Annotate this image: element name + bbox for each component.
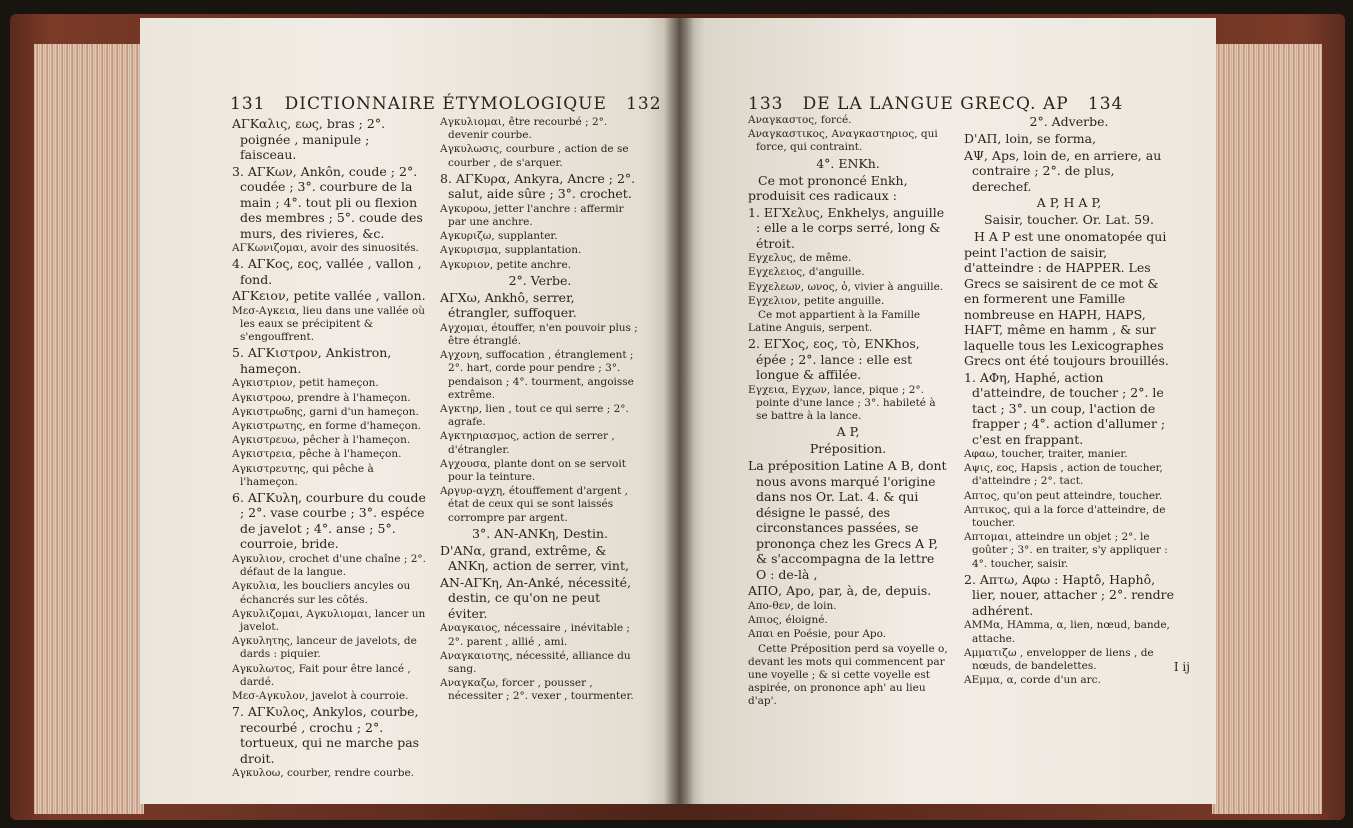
entry-paragraph: Αγχουσα, plante dont on se servoit pour la teinture.	[440, 457, 626, 484]
entry-paragraph: Αγκιστρωδης, garni d'un hameçon.	[232, 405, 419, 418]
entry-paragraph: Préposition.	[809, 441, 887, 457]
entry-paragraph: 2°. Verbe.	[508, 272, 572, 288]
entry-paragraph: ΑΓΚαλις, εως, bras ; 2°. poignée , manipule ; faisceau.	[232, 116, 386, 162]
entry-paragraph: ΑΨ, Aps, loin de, en arriere, au contraire ; 2°. de plus, derechef.	[964, 147, 1162, 194]
entry-paragraph: Αγκυλοω, courber, rendre courbe.	[232, 767, 415, 780]
entry-paragraph: 3. ΑΓΚων, Ankôn, coude ; 2°. coudée ; 3°. courbure de la main ; 4°. tout pli ou flexion des membres ; 5°. coude des murs, des rivieres, &c.	[232, 163, 423, 241]
book-gutter	[664, 18, 694, 804]
entry-paragraph: Αργυρ-αγχη, étouffement d'argent , état de ceux qui se sont laissés corrompre par argent.	[440, 485, 628, 524]
entry-paragraph: Αγκυρισμα, supplantation.	[440, 244, 582, 257]
entry-paragraph: Saisir, toucher. Or. Lat. 59.	[984, 212, 1154, 227]
entry-paragraph: 4°. ΕΝΚh.	[816, 155, 880, 171]
entry-paragraph: D'ΑΝα, grand, extrême, & ΑΝΚη, action de serrer, vint,	[440, 542, 629, 574]
entry-paragraph: 1. ΕΓΧελυς, Enkhelys, anguille : elle a le corps serré, long & étroit.	[748, 204, 945, 251]
entry-paragraph: Αψις, εος, Hapsis , action de toucher, d'atteindre ; 2°. tact.	[964, 462, 1163, 488]
right-page-number-2: 134	[1087, 94, 1124, 114]
left-page-edges	[34, 44, 144, 814]
entry-paragraph: ΑΓΧω, Ankhô, serrer, étrangler, suffoquer.	[440, 289, 577, 321]
entry-paragraph: Αγκυριζω, supplanter.	[440, 230, 558, 243]
right-page	[678, 18, 1216, 804]
entry-paragraph: Απτος, qu'on peut atteindre, toucher.	[964, 489, 1163, 502]
entry-paragraph: Απο-θεν, de loin.	[748, 599, 837, 612]
entry-paragraph: Απτομαι, atteindre un objet ; 2°. le goûter ; 3°. en traiter, s'y appliquer : 4°. toucher, saisir.	[964, 531, 1168, 570]
entry-paragraph: Αγκυλιον, crochet d'une chaîne ; 2°. défaut de la langue.	[232, 552, 426, 579]
entry-paragraph: Αγκιστριον, petit hameçon.	[232, 377, 379, 390]
entry-paragraph: A P,	[836, 424, 860, 440]
entry-paragraph: Αγκτηριασμος, action de serrer , d'étrangler.	[440, 430, 615, 456]
entry-paragraph: Αγκυλητης, lanceur de javelots, de dards : piquier.	[232, 635, 417, 661]
left-column-1	[232, 116, 428, 781]
right-column-2	[964, 114, 1174, 688]
entry-paragraph: Αγκυλιζομαι, Αγκυλιομαι, lancer un javelot.	[232, 607, 426, 633]
entry-paragraph: 7. ΑΓΚυλος, Ankylos, courbe, recourbé , crochu ; 2°. tortueux, qui ne marche pas droit.	[232, 704, 420, 766]
entry-paragraph: Ce mot appartient à la Famille Latine Anguis, serpent.	[748, 308, 921, 335]
entry-paragraph: D'ΑΠ, loin, se forma,	[964, 131, 1097, 146]
entry-paragraph: Αναγκαστος, forcé.	[748, 114, 852, 126]
entry-paragraph: Αγκυλωτος, Fait pour être lancé , dardé.	[232, 662, 411, 688]
entry-paragraph: Αγχονη, suffocation , étranglement ; 2°. hart, corde pour pendre ; 3°. pendaison ; 4°. tourment, angoisse extrême.	[440, 349, 634, 401]
entry-paragraph: Αγκιστρευω, pêcher à l'hameçon.	[232, 434, 411, 447]
entry-paragraph: ΑΓΚωνιζομαι, avoir des sinuosités.	[232, 242, 419, 254]
entry-paragraph: Αγκιστρευτης, qui pêche à l'hameçon.	[232, 462, 374, 488]
left-page-number-2: 132	[626, 94, 662, 114]
entry-paragraph: Μεσ-Αγκυλον, javelot à courroie.	[232, 689, 409, 702]
entry-paragraph: A P, H A P,	[1036, 195, 1102, 210]
entry-paragraph: Αγκιστροω, prendre à l'hameçon.	[232, 391, 411, 404]
entry-paragraph: Cette Préposition perd sa voyelle o, devant les mots qui commencent par une voyelle ; & si cette voyelle est aspirée, on prononce aph' au lieu d'ap'.	[748, 642, 948, 708]
entry-paragraph: Εγχελεων, ωνος, ὁ, vivier à anguille.	[748, 280, 944, 293]
entry-paragraph: Αγκτηρ, lien , tout ce qui serre ; 2°. agrafe.	[440, 403, 629, 429]
entry-paragraph: Εγχελιον, petite anguille.	[748, 294, 885, 307]
entry-paragraph: Αναγκαστικος, Αναγκαστηριος, qui force, qui contraint.	[748, 128, 938, 154]
entry-paragraph: Εγχεια, Εγχων, lance, pique ; 2°. pointe d'une lance ; 3°. habileté à se battre à la lance.	[748, 383, 936, 423]
entry-paragraph: La préposition Latine A B, dont nous avons marqué l'origine dans nos Or. Lat. 4. & qui désigne le passé, des circonstances passées, se prononça chez les Grecs A P, & s'accompagna de la lettre O : de-là ,	[748, 458, 947, 582]
right-page-edges	[1212, 44, 1322, 814]
entry-paragraph: 5. ΑΓΚιστρον, Ankistron, hameçon.	[232, 345, 392, 376]
entry-paragraph: Αμματιζω , envelopper de liens , de nœuds, de bandelettes.	[964, 646, 1154, 672]
entry-paragraph: 2°. Adverbe.	[1029, 114, 1109, 129]
entry-paragraph: Αναγκαζω, forcer , pousser , nécessiter ; 2°. vexer , tourmenter.	[440, 677, 634, 703]
entry-paragraph: Εγχελειος, d'anguille.	[748, 266, 865, 279]
entry-paragraph: Αγκιστρωτης, en forme d'hameçon.	[232, 419, 422, 432]
left-page	[140, 18, 678, 804]
entry-paragraph: H A P est une onomatopée qui peint l'action de saisir, d'atteindre : de HAPPER. Les Grecs se saisirent de ce mot & en formerent une Famille nombreuse en ΗΑΡΗ, ΗΑΡS, ΗΑFT, même en hamm , & sur laquelle tous les Lexicographes Grecs ont été toujours brouillés.	[964, 229, 1169, 368]
entry-paragraph: 2. ΕΓΧος, εος, τὸ, ENKhos, épée ; 2°. lance : elle est longue & affilée.	[748, 336, 920, 383]
entry-paragraph: Αγκιστρεια, pêche à l'hameçon.	[232, 448, 402, 461]
entry-paragraph: Απτικος, qui a la force d'atteindre, de toucher.	[964, 503, 1166, 530]
entry-paragraph: Μεσ-Αγκεια, lieu dans une vallée où les eaux se précipitent & s'engouffrent.	[232, 304, 425, 344]
right-page-number: 133	[748, 94, 784, 114]
right-column-1	[748, 114, 948, 710]
entry-paragraph: 2. Απτω, Αφω : Haptô, Haphô, lier, nouer, attacher ; 2°. rendre adhérent.	[964, 571, 1174, 618]
entry-paragraph: ΑΓΚειον, petite vallée , vallon.	[232, 288, 426, 304]
entry-paragraph: Αγκυλωσις, courbure , action de se courber , de s'arquer.	[440, 143, 629, 169]
entry-paragraph: Απαι en Poésie, pour Apo.	[748, 628, 887, 641]
entry-paragraph: Αγκυλιομαι, être recourbé ; 2°. devenir courbe.	[440, 116, 608, 142]
entry-paragraph: ΑΕμμα, α, corde d'un arc.	[964, 674, 1101, 687]
entry-paragraph: Αγκυριον, petite anchre.	[440, 258, 571, 271]
entry-paragraph: ΑΠΟ, Apo, par, à, de, depuis.	[748, 583, 932, 599]
entry-paragraph: ΑΝ-ΑΓΚη, An-Anké, nécessité, destin, ce qu'on ne peut éviter.	[440, 574, 632, 621]
right-running-head	[748, 94, 1123, 114]
entry-paragraph: Αναγκαιος, nécessaire , inévitable ; 2°. parent , allié , ami.	[440, 622, 630, 648]
left-page-title: DICTIONNAIRE ÉTYMOLOGIQUE	[284, 94, 607, 114]
entry-paragraph: Αγκυλια, les boucliers ancyles ou échancrés sur les côtés.	[232, 580, 411, 606]
signature-mark: I ij	[1173, 660, 1190, 674]
entry-paragraph: Αναγκαιοτης, nécessité, alliance du sang.	[440, 649, 631, 675]
left-page-number: 131	[230, 94, 266, 114]
entry-paragraph: 6. ΑΓΚυλη, courbure du coude ; 2°. vase courbe ; 3°. espéce de javelot ; 4°. anse ; 5°. courroie, bride.	[232, 489, 426, 552]
entry-paragraph: ΑΜΜα, HAmma, α, lien, nœud, bande, attache.	[964, 619, 1170, 645]
entry-paragraph: Αφαω, toucher, traiter, manier.	[964, 448, 1128, 460]
left-running-head	[230, 94, 662, 114]
entry-paragraph: Απιος, éloigné.	[748, 614, 828, 627]
right-page-title: DE LA LANGUE GRECQ. AP	[802, 94, 1069, 114]
entry-paragraph: 3°. ΑΝ-ΑΝΚη, Destin.	[472, 525, 608, 541]
entry-paragraph: 8. ΑΓΚυρα, Ankyra, Ancre ; 2°. salut, aide sûre ; 3°. crochet.	[440, 170, 636, 202]
left-column-2	[440, 116, 640, 705]
entry-paragraph: 4. ΑΓΚος, εος, vallée , vallon , fond.	[232, 256, 422, 287]
entry-paragraph: Αγχομαι, étouffer, n'en pouvoir plus ; être étranglé.	[440, 321, 638, 348]
entry-paragraph: Αγκυροω, jetter l'anchre : affermir par une anchre.	[440, 202, 624, 229]
entry-paragraph: 1. ΑΦη, Haphé, action d'atteindre, de toucher ; 2°. le tact ; 3°. un coup, l'action de frapper ; 4°. action d'allumer ; c'est en frappant.	[964, 369, 1166, 447]
entry-paragraph: Ce mot prononcé Enkh, produisit ces radicaux :	[748, 172, 908, 204]
entry-paragraph: Εγχελυς, de même.	[748, 252, 852, 265]
